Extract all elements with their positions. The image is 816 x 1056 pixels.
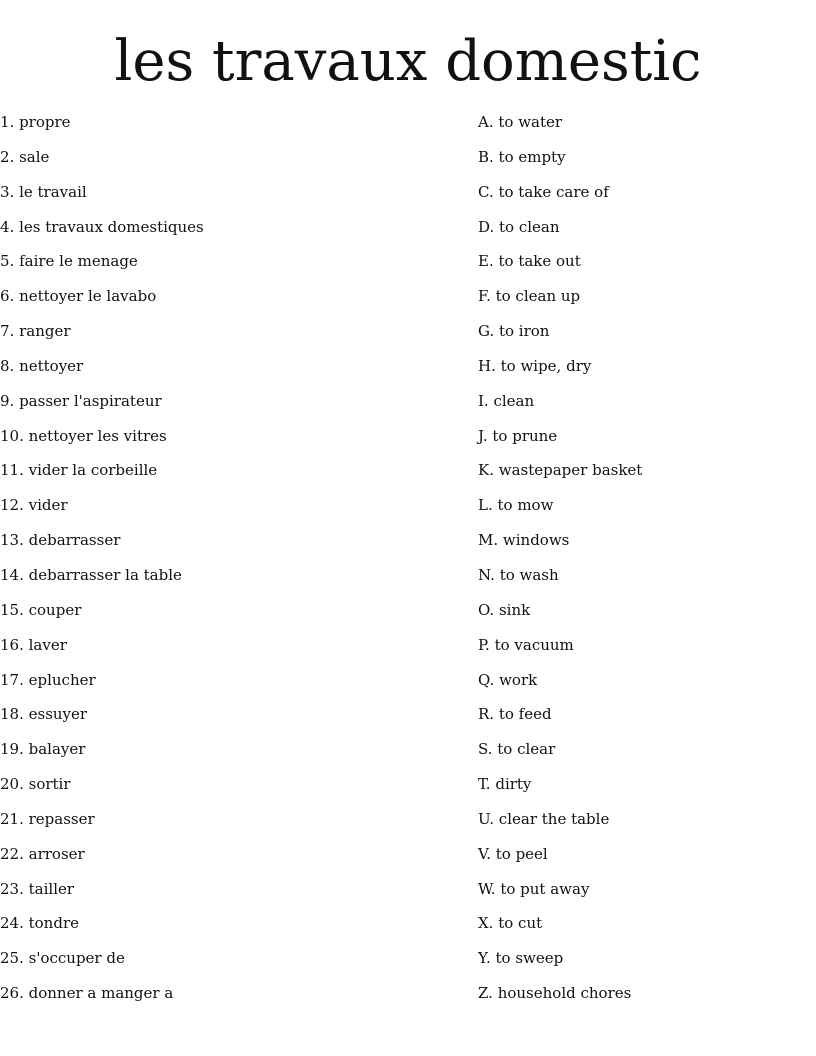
english-term-2: B. to empty <box>478 147 566 166</box>
english-term-22: V. to peel <box>478 844 548 863</box>
french-term-14: 14. debarrasser la table <box>0 565 182 584</box>
french-term-3: 3. le travail <box>0 182 87 201</box>
french-term-11: 11. vider la corbeille <box>0 461 158 480</box>
english-term-9: I. clean <box>478 391 535 410</box>
english-term-3: C. to take care of <box>478 182 609 201</box>
english-term-8: H. to wipe, dry <box>478 356 592 375</box>
french-term-4: 4. les travaux domestiques <box>0 217 204 236</box>
french-term-26: 26. donner a manger a <box>0 984 174 1003</box>
english-term-25: Y. to sweep <box>478 949 564 968</box>
page-title: les travaux domestic <box>114 29 702 94</box>
french-term-24: 24. tondre <box>0 914 79 933</box>
french-term-17: 17. eplucher <box>0 670 96 689</box>
french-term-7: 7. ranger <box>0 322 71 341</box>
english-term-11: K. wastepaper basket <box>478 461 643 480</box>
english-term-18: R. to feed <box>478 705 552 724</box>
english-terms-list <box>478 112 808 1018</box>
french-term-25: 25. s'occuper de <box>0 949 125 968</box>
french-term-20: 20. sortir <box>0 775 71 794</box>
english-term-23: W. to put away <box>478 879 590 898</box>
english-term-16: P. to vacuum <box>478 635 574 654</box>
french-term-9: 9. passer l'aspirateur <box>0 391 162 410</box>
french-term-5: 5. faire le menage <box>0 252 138 271</box>
english-term-15: O. sink <box>478 600 531 619</box>
english-term-12: L. to mow <box>478 496 554 515</box>
english-term-20: T. dirty <box>478 775 532 794</box>
french-term-10: 10. nettoyer les vitres <box>0 426 167 445</box>
french-term-18: 18. essuyer <box>0 705 88 724</box>
english-term-10: J. to prune <box>478 426 558 445</box>
english-term-5: E. to take out <box>478 252 581 271</box>
english-term-13: M. windows <box>478 531 570 550</box>
english-term-19: S. to clear <box>478 740 556 759</box>
french-term-2: 2. sale <box>0 147 50 166</box>
english-term-6: F. to clean up <box>478 287 581 306</box>
french-term-19: 19. balayer <box>0 740 86 759</box>
english-term-21: U. clear the table <box>478 809 610 828</box>
french-term-6: 6. nettoyer le lavabo <box>0 287 157 306</box>
french-term-1: 1. propre <box>0 113 71 131</box>
english-term-14: N. to wash <box>478 565 559 584</box>
french-term-12: 12. vider <box>0 496 68 515</box>
english-term-26: Z. household chores <box>478 984 632 1003</box>
english-term-7: G. to iron <box>478 322 550 341</box>
french-term-15: 15. couper <box>0 600 82 619</box>
french-term-21: 21. repasser <box>0 809 95 828</box>
french-term-22: 22. arroser <box>0 844 85 863</box>
french-term-8: 8. nettoyer <box>0 356 84 375</box>
english-term-17: Q. work <box>478 670 538 689</box>
french-term-23: 23. tailler <box>0 879 75 898</box>
french-term-13: 13. debarrasser <box>0 531 121 550</box>
english-term-1: A. to water <box>478 113 563 131</box>
english-term-4: D. to clean <box>478 217 560 236</box>
english-term-24: X. to cut <box>478 914 543 933</box>
french-term-16: 16. laver <box>0 635 67 654</box>
french-terms-list <box>0 112 470 1018</box>
